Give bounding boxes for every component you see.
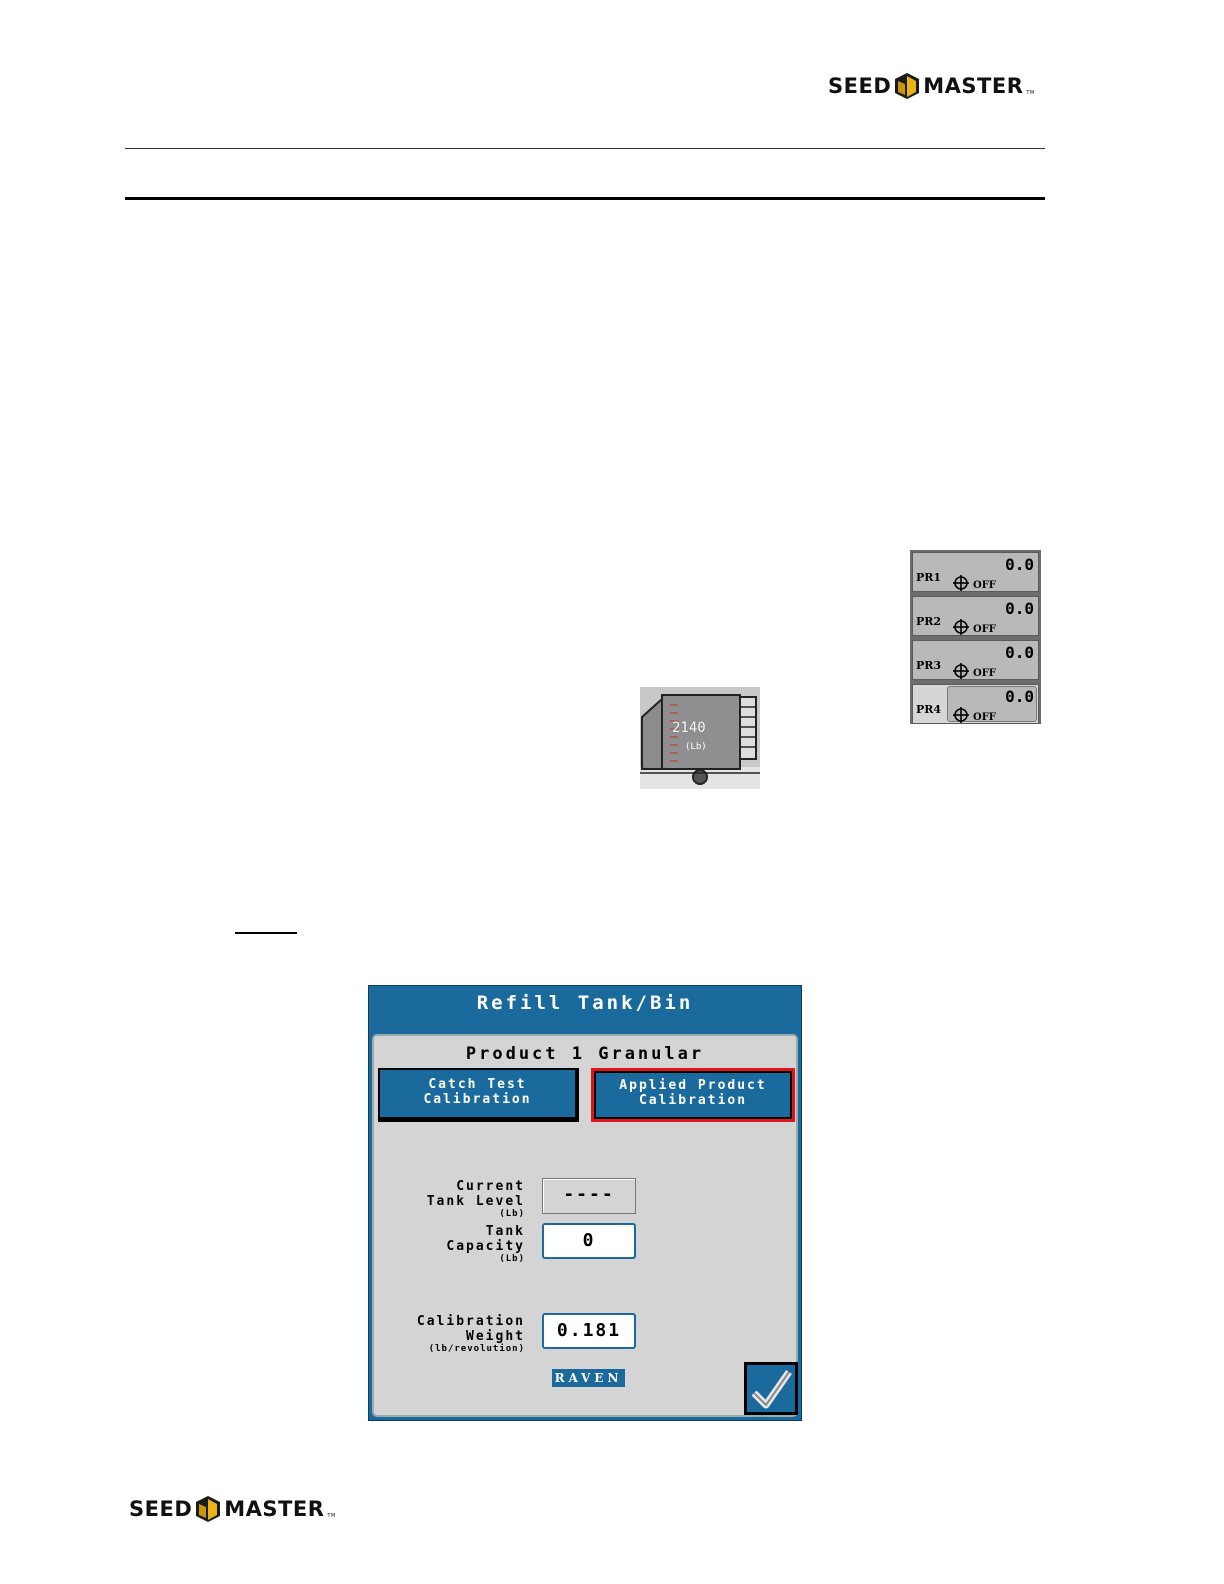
- calibration-weight-input[interactable]: 0.181: [542, 1313, 636, 1349]
- catch-test-calibration-button[interactable]: [378, 1068, 579, 1122]
- current-tank-level-field: ----: [542, 1178, 636, 1214]
- product-rate-panel: [910, 550, 1041, 724]
- text-underline: [235, 932, 297, 934]
- button-label-line: Calibration: [638, 1093, 748, 1108]
- tank-level-value: 2140: [672, 720, 706, 736]
- pr-label: PR4: [916, 703, 942, 716]
- crosshair-icon: [953, 663, 969, 679]
- logo-text-master: MASTER: [224, 1497, 325, 1521]
- logo-trademark: TM: [1026, 90, 1035, 96]
- unit-label: (lb/revolution): [428, 1344, 525, 1354]
- unit-label: (Lb): [499, 1209, 525, 1219]
- tank-capacity-input[interactable]: 0: [542, 1223, 636, 1259]
- pr-label: PR3: [916, 659, 942, 672]
- label-line: Calibration: [416, 1314, 525, 1329]
- accept-button[interactable]: [744, 1362, 798, 1415]
- tank-capacity-label: [446, 1224, 525, 1265]
- pr-label: PR1: [916, 571, 942, 584]
- label-line: Weight: [466, 1329, 525, 1344]
- button-label-line: Applied Product: [619, 1078, 767, 1093]
- crosshair-icon: [953, 707, 969, 723]
- pr-rate-value: 0.0: [1005, 555, 1034, 574]
- logo-cube-icon: [195, 1495, 221, 1523]
- label-line: Tank: [485, 1224, 525, 1239]
- tank-graphic: [640, 687, 760, 789]
- header-logo: [828, 72, 1035, 100]
- label-line: Capacity: [446, 1239, 525, 1254]
- pr-status: OFF: [973, 668, 996, 679]
- pr-row[interactable]: [912, 640, 1039, 680]
- tank-level-icon[interactable]: [640, 687, 760, 789]
- header-divider-thick: [125, 197, 1045, 200]
- raven-logo: RAVEN: [552, 1369, 625, 1387]
- pr-status: OFF: [973, 712, 996, 723]
- dialog-title: Refill Tank/Bin: [476, 992, 694, 1014]
- logo-text-master: MASTER: [923, 74, 1024, 98]
- logo-trademark: TM: [327, 1513, 336, 1519]
- header-divider-thin: [125, 148, 1045, 149]
- product-title: Product 1 Granular: [465, 1044, 705, 1064]
- logo-cube-icon: [894, 72, 920, 100]
- refill-tank-dialog: [368, 985, 802, 1421]
- pr-row[interactable]: [912, 596, 1039, 636]
- logo-text-seed: SEED: [828, 74, 892, 98]
- pr-rate-value: 0.0: [1005, 687, 1034, 706]
- logo-text-seed: SEED: [129, 1497, 193, 1521]
- pr-rate-value: 0.0: [1005, 599, 1034, 618]
- unit-label: (Lb): [499, 1254, 525, 1264]
- tank-level-unit: (Lb): [685, 742, 707, 752]
- crosshair-icon: [953, 619, 969, 635]
- pr-row[interactable]: [912, 552, 1039, 592]
- label-line: Tank Level: [426, 1194, 525, 1209]
- button-label-line: Calibration: [423, 1092, 532, 1107]
- applied-product-calibration-button[interactable]: [591, 1068, 795, 1122]
- crosshair-icon: [953, 575, 969, 591]
- label-line: Current: [456, 1179, 525, 1194]
- current-tank-level-label: [427, 1179, 525, 1220]
- calibration-weight-label: [417, 1314, 525, 1355]
- pr-row-selected[interactable]: [912, 684, 1039, 724]
- footer-logo: [129, 1495, 336, 1523]
- pr-status: OFF: [973, 624, 996, 635]
- pr-label: PR2: [916, 615, 942, 628]
- button-label-line: Catch Test: [428, 1077, 527, 1092]
- dialog-body: [372, 1034, 798, 1417]
- checkmark-icon: [749, 1367, 793, 1411]
- pr-rate-value: 0.0: [1005, 643, 1034, 662]
- pr-status: OFF: [973, 580, 996, 591]
